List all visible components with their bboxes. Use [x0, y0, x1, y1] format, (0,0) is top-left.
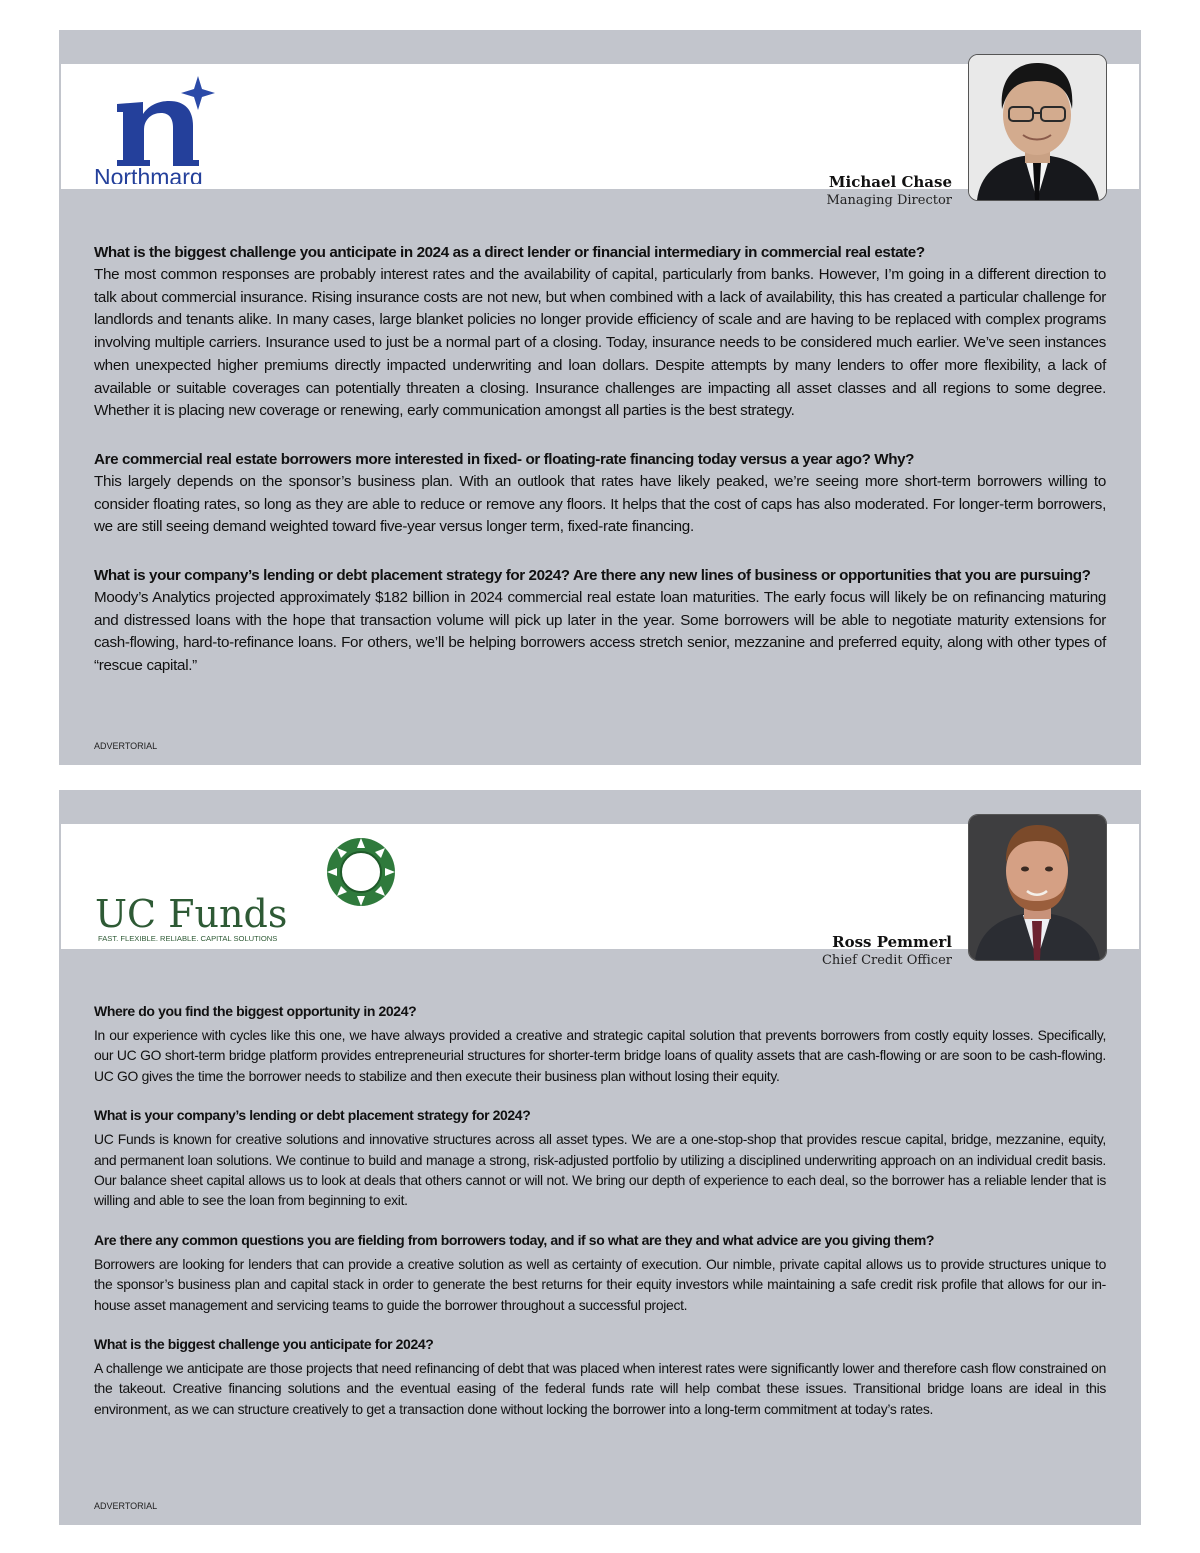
question: What is your company’s lending or debt placement strategy for 2024? Are there any new lines of business or opportunities that you are pursuing? [94, 567, 1091, 585]
answer: Borrowers are looking for lenders that can provide a creative solution as well as certainty of execution. Our nimble, private capital allows us to provide structures unique to the sponsor’s business plan and capital stack in order to generate the best returns for their equity investors while maintaining a safe credit risk profile that allows for our in-house asset management and servicing teams to guide the borrower throughout a successful project. [94, 1255, 1106, 1313]
answer: In our experience with cycles like this one, we have always provided a creative and strategic capital solution that prevents borrowers from costly equity losses. Specifically, our UC GO short-term bridge platform provides entrepreneurial structures for shorter-term bridge loans of quality assets that are cash-flowing or are soon to be cash-flowing. UC GO gives the time the borrower needs to stabilize and then execute their business plan without losing their equity. [94, 1027, 1106, 1084]
qa-section [94, 1001, 1106, 1438]
portrait-photo [968, 814, 1107, 961]
uc-funds-wordmark: UC Funds [95, 892, 288, 936]
person-title: Chief Credit Officer [821, 953, 952, 968]
advertorial-label: ADVERTORIAL [94, 741, 158, 751]
portrait-photo [968, 54, 1107, 201]
question: Are there any common questions you are fielding from borrowers today, and if so what are they and what advice are you giving them? [94, 1231, 935, 1248]
question: What is the biggest challenge you anticipate for 2024? [94, 1336, 434, 1353]
answer: Moody’s Analytics projected approximately $182 billion in 2024 commercial real estate loan maturities. The early focus will likely be on refinancing maturing and distressed loans with the hope that transaction volume will pick up later in the year. Some borrowers will be able to negotiate maturity extensions for cash-flowing, hard-to-refinance loans. For others, we’ll be helping borrowers access stretch senior, mezzanine and preferred equity, along with other types of “rescue capital.” [94, 589, 1106, 675]
answer: This largely depends on the sponsor’s business plan. With an outlook that rates have likely peaked, we’re seeing more short-term borrowers willing to consider floating rates, so long as they are able to reduce or remove any floors. It helps that the cost of caps has also moderated. For longer-term borrowers, we are still seeing demand weighted toward five-year versus longer term, fixed-rate financing. [94, 472, 1106, 536]
advertorial-label: ADVERTORIAL [94, 1501, 158, 1511]
northmarq-wordmark: Northmarq [94, 164, 203, 184]
question: What is your company’s lending or debt placement strategy for 2024? [94, 1107, 531, 1124]
person-info [826, 172, 952, 210]
answer: UC Funds is known for creative solutions and innovative structures across all asset types. We are a one-stop-shop that provides rescue capital, bridge, mezzanine, equity, and permanent loan solutions. We continue to build and manage a strong, risk-adjusted portfolio by utilizing a disciplined underwriting approach on an individual credit basis. Our balance sheet capital allows us to look at deals that others cannot or will not. We bring our depth of experience to each deal, so the borrower has a reliable lender that is willing and able to see the loan from beginning to exit. [94, 1131, 1106, 1209]
advertorial-uc-funds [59, 790, 1141, 1525]
question: Are commercial real estate borrowers more interested in fixed- or floating-rate financing today versus a year ago? Why? [94, 450, 915, 468]
ring-emblem-icon [327, 838, 395, 906]
person-title: Managing Director [826, 193, 952, 208]
uc-funds-logo [95, 834, 405, 946]
person-info [822, 932, 952, 970]
qa-section [94, 241, 1106, 703]
question: What is the biggest challenge you anticipate in 2024 as a direct lender or financial intermediary in commercial real estate? [94, 244, 925, 261]
advertorial-northmarq [59, 30, 1141, 765]
northmarq-logo [93, 72, 223, 184]
person-name: Ross Pemmerl [832, 933, 952, 951]
answer: A challenge we anticipate are those projects that need refinancing of debt that was placed when interest rates were significantly lower and therefore cash flow constrained on the takeout. Creative financing solutions and the eventual easing of the federal funds rate will help combat these issues. Transitional bridge loans are ideal in this environment, as we can structure creatively to get a transaction done without locking the borrower into a long-term commitment at today’s rates. [94, 1360, 1106, 1417]
person-name: Michael Chase [828, 173, 952, 191]
uc-funds-tagline: FAST. FLEXIBLE. RELIABLE. CAPITAL SOLUTIONS [98, 934, 278, 943]
question: Where do you find the biggest opportunity in 2024? [94, 1003, 417, 1019]
answer: The most common responses are probably interest rates and the availability of capital, particularly from banks. However, I’m going in a different direction to talk about commercial insurance. Rising insurance costs are not new, but when combined with a lack of availability, this has created a particular challenge for landlords and tenants alike. In many cases, large blanket policies no longer provide efficiency of scale and are having to be replaced with complex programs involving multiple carriers. Insurance used to just be a normal part of a closing. Today, insurance needs to be considered much earlier. We’ve seen instances when unexpected higher premiums directly impacted underwriting and loan dollars. Despite attempts by many lenders to offer more flexibility, a lack of available or suitable coverages can potentially threaten a closing. Insurance challenges are impacting all asset classes and all regions to some degree. Whether it is placing new coverage or renewing, early communication amongst all parties is the best strategy. [94, 266, 1106, 420]
